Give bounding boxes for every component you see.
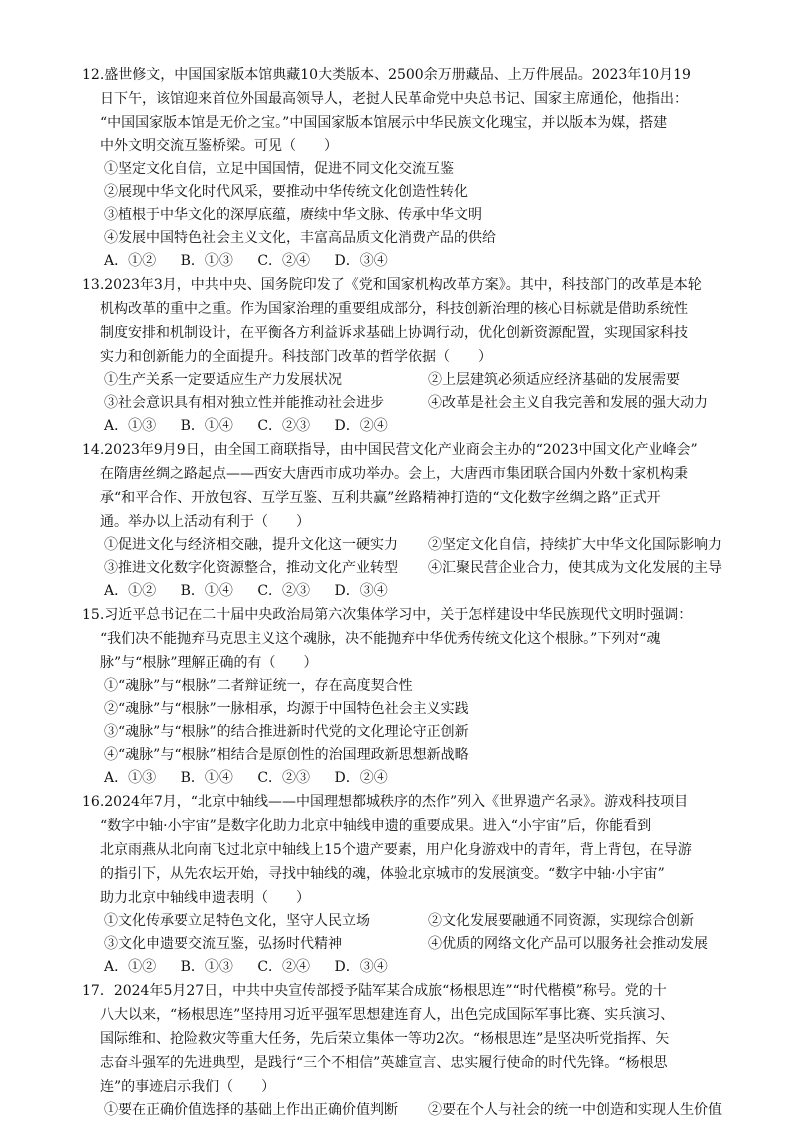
question-stem-line: “数字中轴·小宇宙”是数字化助力北京中轴线申遗的重要成果。进入“小宇宙”后，你能看到: [100, 818, 652, 834]
option-3: ③“魂脉”与“根脉”的结合推进新时代党的文化理论守正创新: [104, 724, 469, 740]
question-stem-line: 脉”与“根脉”理解正确的有（ ）: [100, 655, 318, 671]
choice-d[interactable]: D．③④: [334, 583, 388, 599]
option-4: ④优质的网络文化产品可以服务社会推动发展: [428, 936, 708, 952]
option-4: ④发展中国特色社会主义文化，丰富高品质文化消费产品的供给: [104, 230, 496, 246]
choice-a[interactable]: A．①②: [104, 583, 157, 599]
question-stem-line: 日下午，该馆迎来首位外国最高领导人，老挝人民革命党中央总书记、国家主席通伦，他指出：: [100, 91, 688, 107]
choice-d[interactable]: D．②④: [334, 770, 388, 786]
option-4: ④“魂脉”与“根脉”相结合是原创性的治国理政新思想新战略: [104, 747, 469, 763]
option-3: ③推进文化数字化资源整合，推动文化产业转型: [104, 560, 398, 576]
option-2: ②展现中华文化时代风采，要推动中华传统文化创造性转化: [104, 184, 468, 200]
question-stem-line: 在隋唐丝绸之路起点——西安大唐西市成功举办。会上，大唐西市集团联合国内外数十家机构秉: [100, 466, 688, 482]
answer-choices: [104, 417, 408, 435]
question-stem-line: 17．2024年5月27日，中共中央宣传部授予陆军某合成旅“杨根思连”“时代楷模”称号。党的十: [82, 983, 667, 999]
choice-d[interactable]: D．③④: [334, 959, 388, 975]
question-stem-line: 13.2023年3月，中共中央、国务院印发了《党和国家机构改革方案》。其中，科技部门的改革是本轮: [82, 277, 702, 293]
option-2: ②要在个人与社会的统一中创造和实现人生价值: [428, 1102, 722, 1118]
question-stem-line: 北京雨燕从北向南飞过北京中轴线上15个遗产要素，用户化身游戏中的青年，背上背包，在导游: [100, 842, 692, 858]
question-stem-line: 助力北京中轴线申遗表明（ ）: [100, 890, 310, 906]
question-stem-line: 的指引下，从先农坛开始，寻找中轴线的魂，体验北京城市的发展演变。“数字中轴·小宇宙”: [100, 866, 665, 882]
choice-b[interactable]: B．①④: [180, 770, 233, 786]
option-1: ①促进文化与经济相交融，提升文化这一硬实力: [104, 537, 398, 553]
choice-c[interactable]: C．②③: [257, 770, 311, 786]
option-3: ③文化申遗要交流互鉴，弘扬时代精神: [104, 936, 342, 952]
question-stem-line: 连”的事迹启示我们（ ）: [100, 1079, 276, 1095]
question-stem-line: 实力和创新能力的全面提升。科技部门改革的哲学依据（ ）: [100, 349, 492, 365]
choice-d[interactable]: D．③④: [334, 253, 388, 269]
option-2: ②上层建筑必须适应经济基础的发展需要: [428, 372, 680, 388]
question-stem-line: 中外文明交流互鉴桥梁。可见（ ）: [100, 138, 338, 154]
question-stem-line: 国际维和、抢险救灾等重大任务，先后荣立集体一等功2次。“杨根思连”是坚决听党指挥、矢: [100, 1031, 670, 1047]
answer-choices: [104, 582, 408, 600]
choice-b[interactable]: B．①④: [180, 583, 233, 599]
choice-c[interactable]: C．②③: [257, 583, 311, 599]
choice-d[interactable]: D．②④: [334, 418, 388, 434]
question-stem-line: 14.2023年9月9日，由全国工商联指导，由中国民营文化产业商会主办的“2023中国文化产业峰会”: [82, 442, 698, 458]
choice-c[interactable]: C．②④: [257, 959, 311, 975]
option-2: ②文化发展要融通不同资源，实现综合创新: [428, 913, 694, 929]
option-1: ①生产关系一定要适应生产力发展状况: [104, 372, 342, 388]
question-stem-line: 机构改革的重中之重。作为国家治理的重要组成部分，科技创新治理的核心目标就是借助系统性: [100, 301, 688, 317]
choice-a[interactable]: A．①②: [104, 253, 157, 269]
question-stem-line: “我们决不能抛弃马克思主义这个魂脉，决不能抛弃中华优秀传统文化这个根脉。”下列对“魂: [100, 631, 661, 647]
option-1: ①坚定文化自信，立足中国国情，促进不同文化交流互鉴: [104, 161, 454, 177]
choice-a[interactable]: A．①③: [104, 418, 157, 434]
option-3: ③社会意识具有相对独立性并能推动社会进步: [104, 395, 384, 411]
question-stem-line: 制度安排和机制设计，在平衡各方利益诉求基础上协调行动，优化创新资源配置，实现国家科技: [100, 325, 688, 341]
choice-c[interactable]: C．②③: [257, 418, 311, 434]
question-stem-line: 通。举办以上活动有利于（ ）: [100, 514, 310, 530]
option-4: ④汇聚民营企业合力，使其成为文化发展的主导: [428, 560, 722, 576]
choice-b[interactable]: B．①③: [180, 253, 233, 269]
choice-b[interactable]: B．①③: [180, 959, 233, 975]
option-3: ③植根于中华文化的深厚底蕴，赓续中华文脉、传承中华文明: [104, 207, 482, 223]
option-1: ①“魂脉”与“根脉”二者辩证统一，存在高度契合性: [104, 678, 413, 694]
option-2: ②“魂脉”与“根脉”一脉相承，均源于中国特色社会主义实践: [104, 701, 469, 717]
answer-choices: [104, 958, 408, 976]
option-1: ①要在正确价值选择的基础上作出正确价值判断: [104, 1102, 398, 1118]
option-4: ④改革是社会主义自我完善和发展的强大动力: [428, 395, 708, 411]
question-stem-line: 15.习近平总书记在二十届中央政治局第六次集体学习中，关于怎样建设中华民族现代文明时强调：: [82, 607, 693, 623]
answer-choices: [104, 252, 408, 270]
question-stem-line: 12.盛世修文，中国国家版本馆典藏10大类版本、2500余万册藏品、上万件展品。2023年10月19: [82, 67, 691, 83]
question-stem-line: “中国国家版本馆是无价之宝。”中国国家版本馆展示中华民族文化瑰宝，并以版本为媒，搭建: [100, 115, 668, 131]
choice-c[interactable]: C．②④: [257, 253, 311, 269]
question-stem-line: 八大以来，“杨根思连”坚持用习近平强军思想建连育人，出色完成国际军事比赛、实兵演习、: [100, 1007, 675, 1023]
option-2: ②坚定文化自信，持续扩大中华文化国际影响力: [428, 537, 722, 553]
option-1: ①文化传承要立足特色文化，坚守人民立场: [104, 913, 370, 929]
question-stem-line: 16.2024年7月，“北京中轴线——中国理想都城秩序的杰作”列入《世界遗产名录》。游戏科技项目: [82, 794, 689, 810]
question-stem-line: 志奋斗强军的先进典型，是践行“三个不相信”英雄宣言、忠实履行使命的时代先锋。“杨根思: [100, 1055, 668, 1071]
choice-a[interactable]: A．①②: [104, 959, 157, 975]
choice-a[interactable]: A．①③: [104, 770, 157, 786]
answer-choices: [104, 769, 408, 787]
choice-b[interactable]: B．①④: [180, 418, 233, 434]
question-stem-line: 承“和平合作、开放包容、互学互鉴、互利共赢”丝路精神打造的“文化数字丝绸之路”正式开: [100, 490, 661, 506]
